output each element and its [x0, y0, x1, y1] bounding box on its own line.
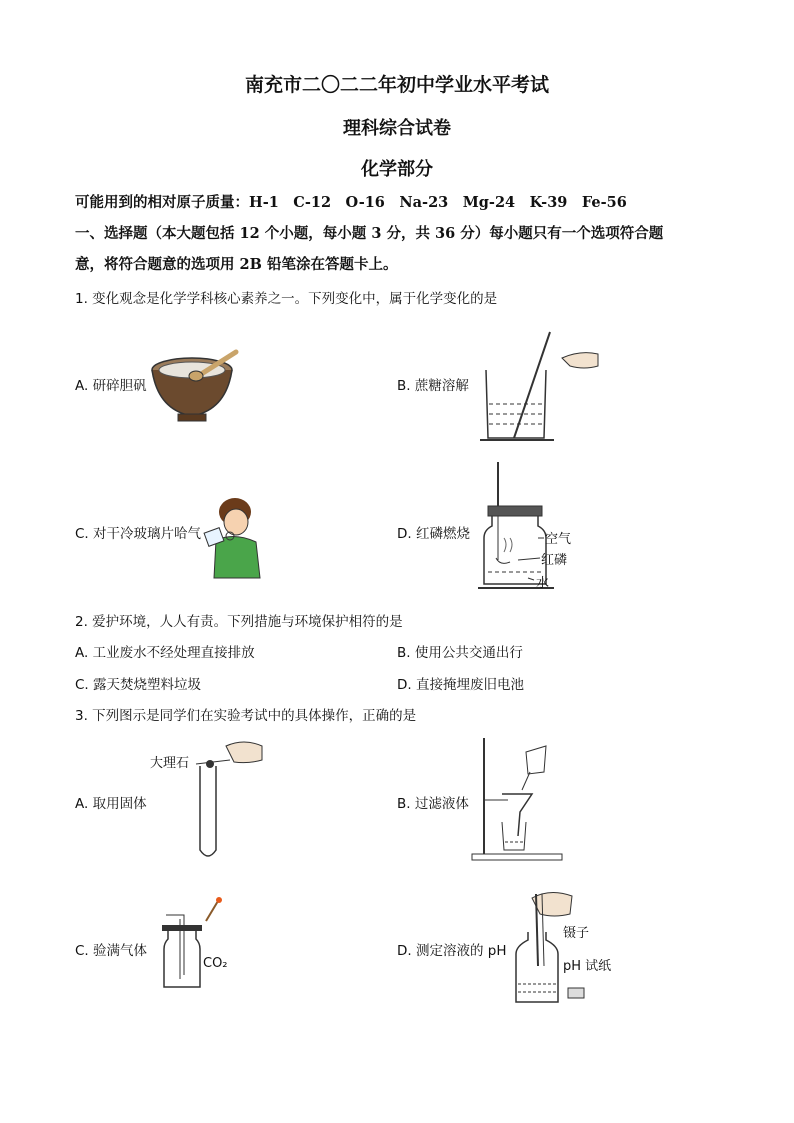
q3-option-c: C. 验满气体 — [75, 943, 148, 959]
label-marble: 大理石 — [150, 756, 190, 771]
q2-stem: 2. 爱护环境，人人有责。下列措施与环境保护相符的是 — [75, 614, 403, 630]
filtration-illustration — [472, 738, 572, 863]
q2-option-a: A. 工业废水不经处理直接排放 — [75, 645, 255, 661]
ph-test-illustration — [514, 888, 594, 1008]
girl-breathing-illustration — [200, 492, 270, 582]
mortar-illustration — [150, 348, 245, 428]
exam-title: 南充市二〇二二年初中学业水平考试 — [244, 74, 549, 96]
beaker-stirring-illustration — [480, 330, 600, 445]
label-ph-paper: pH 试纸 — [563, 959, 612, 974]
q2-option-c: C. 露天焚烧塑料垃圾 — [75, 677, 202, 693]
section1-line2: 意，将符合题意的选项用 2B 铅笔涂在答题卡上。 — [75, 256, 398, 273]
exam-subtitle: 理科综合试卷 — [343, 118, 451, 139]
section1-line1: 一、选择题（本大题包括 12 个小题，每小题 3 分，共 36 分）每小题只有一个选项符合题 — [75, 225, 664, 242]
q3-stem: 3. 下列图示是同学们在实验考试中的具体操作，正确的是 — [75, 708, 417, 724]
label-tweezers: 镊子 — [563, 926, 590, 941]
label-co2: CO₂ — [203, 956, 228, 971]
q2-option-b: B. 使用公共交通出行 — [397, 645, 523, 661]
q1-stem: 1. 变化观念是化学学科核心素养之一。下列变化中，属于化学变化的是 — [75, 291, 498, 307]
q2-option-d: D. 直接掩埋废旧电池 — [397, 677, 524, 693]
q3-option-b: B. 过滤液体 — [397, 796, 469, 812]
q1-option-a: A. 研碎胆矾 — [75, 378, 147, 394]
q3-option-a: A. 取用固体 — [75, 796, 147, 812]
atomic-masses: 可能用到的相对原子质量：H-1 C-12 O-16 Na-23 Mg-24 K-39 Fe-56 — [75, 194, 627, 211]
exam-part-title: 化学部分 — [361, 159, 433, 180]
label-water: 水 — [536, 576, 550, 591]
label-red-phosphorus: 红磷 — [541, 553, 568, 568]
q1-option-b: B. 蔗糖溶解 — [397, 378, 469, 394]
q1-option-d: D. 红磷燃烧 — [397, 526, 470, 542]
label-air: 空气 — [545, 532, 572, 547]
q1-option-c: C. 对干冷玻璃片哈气 — [75, 526, 202, 542]
test-tube-illustration — [196, 740, 266, 865]
gas-bottle-illustration — [162, 895, 227, 990]
q3-option-d: D. 测定溶液的 pH — [397, 943, 507, 959]
